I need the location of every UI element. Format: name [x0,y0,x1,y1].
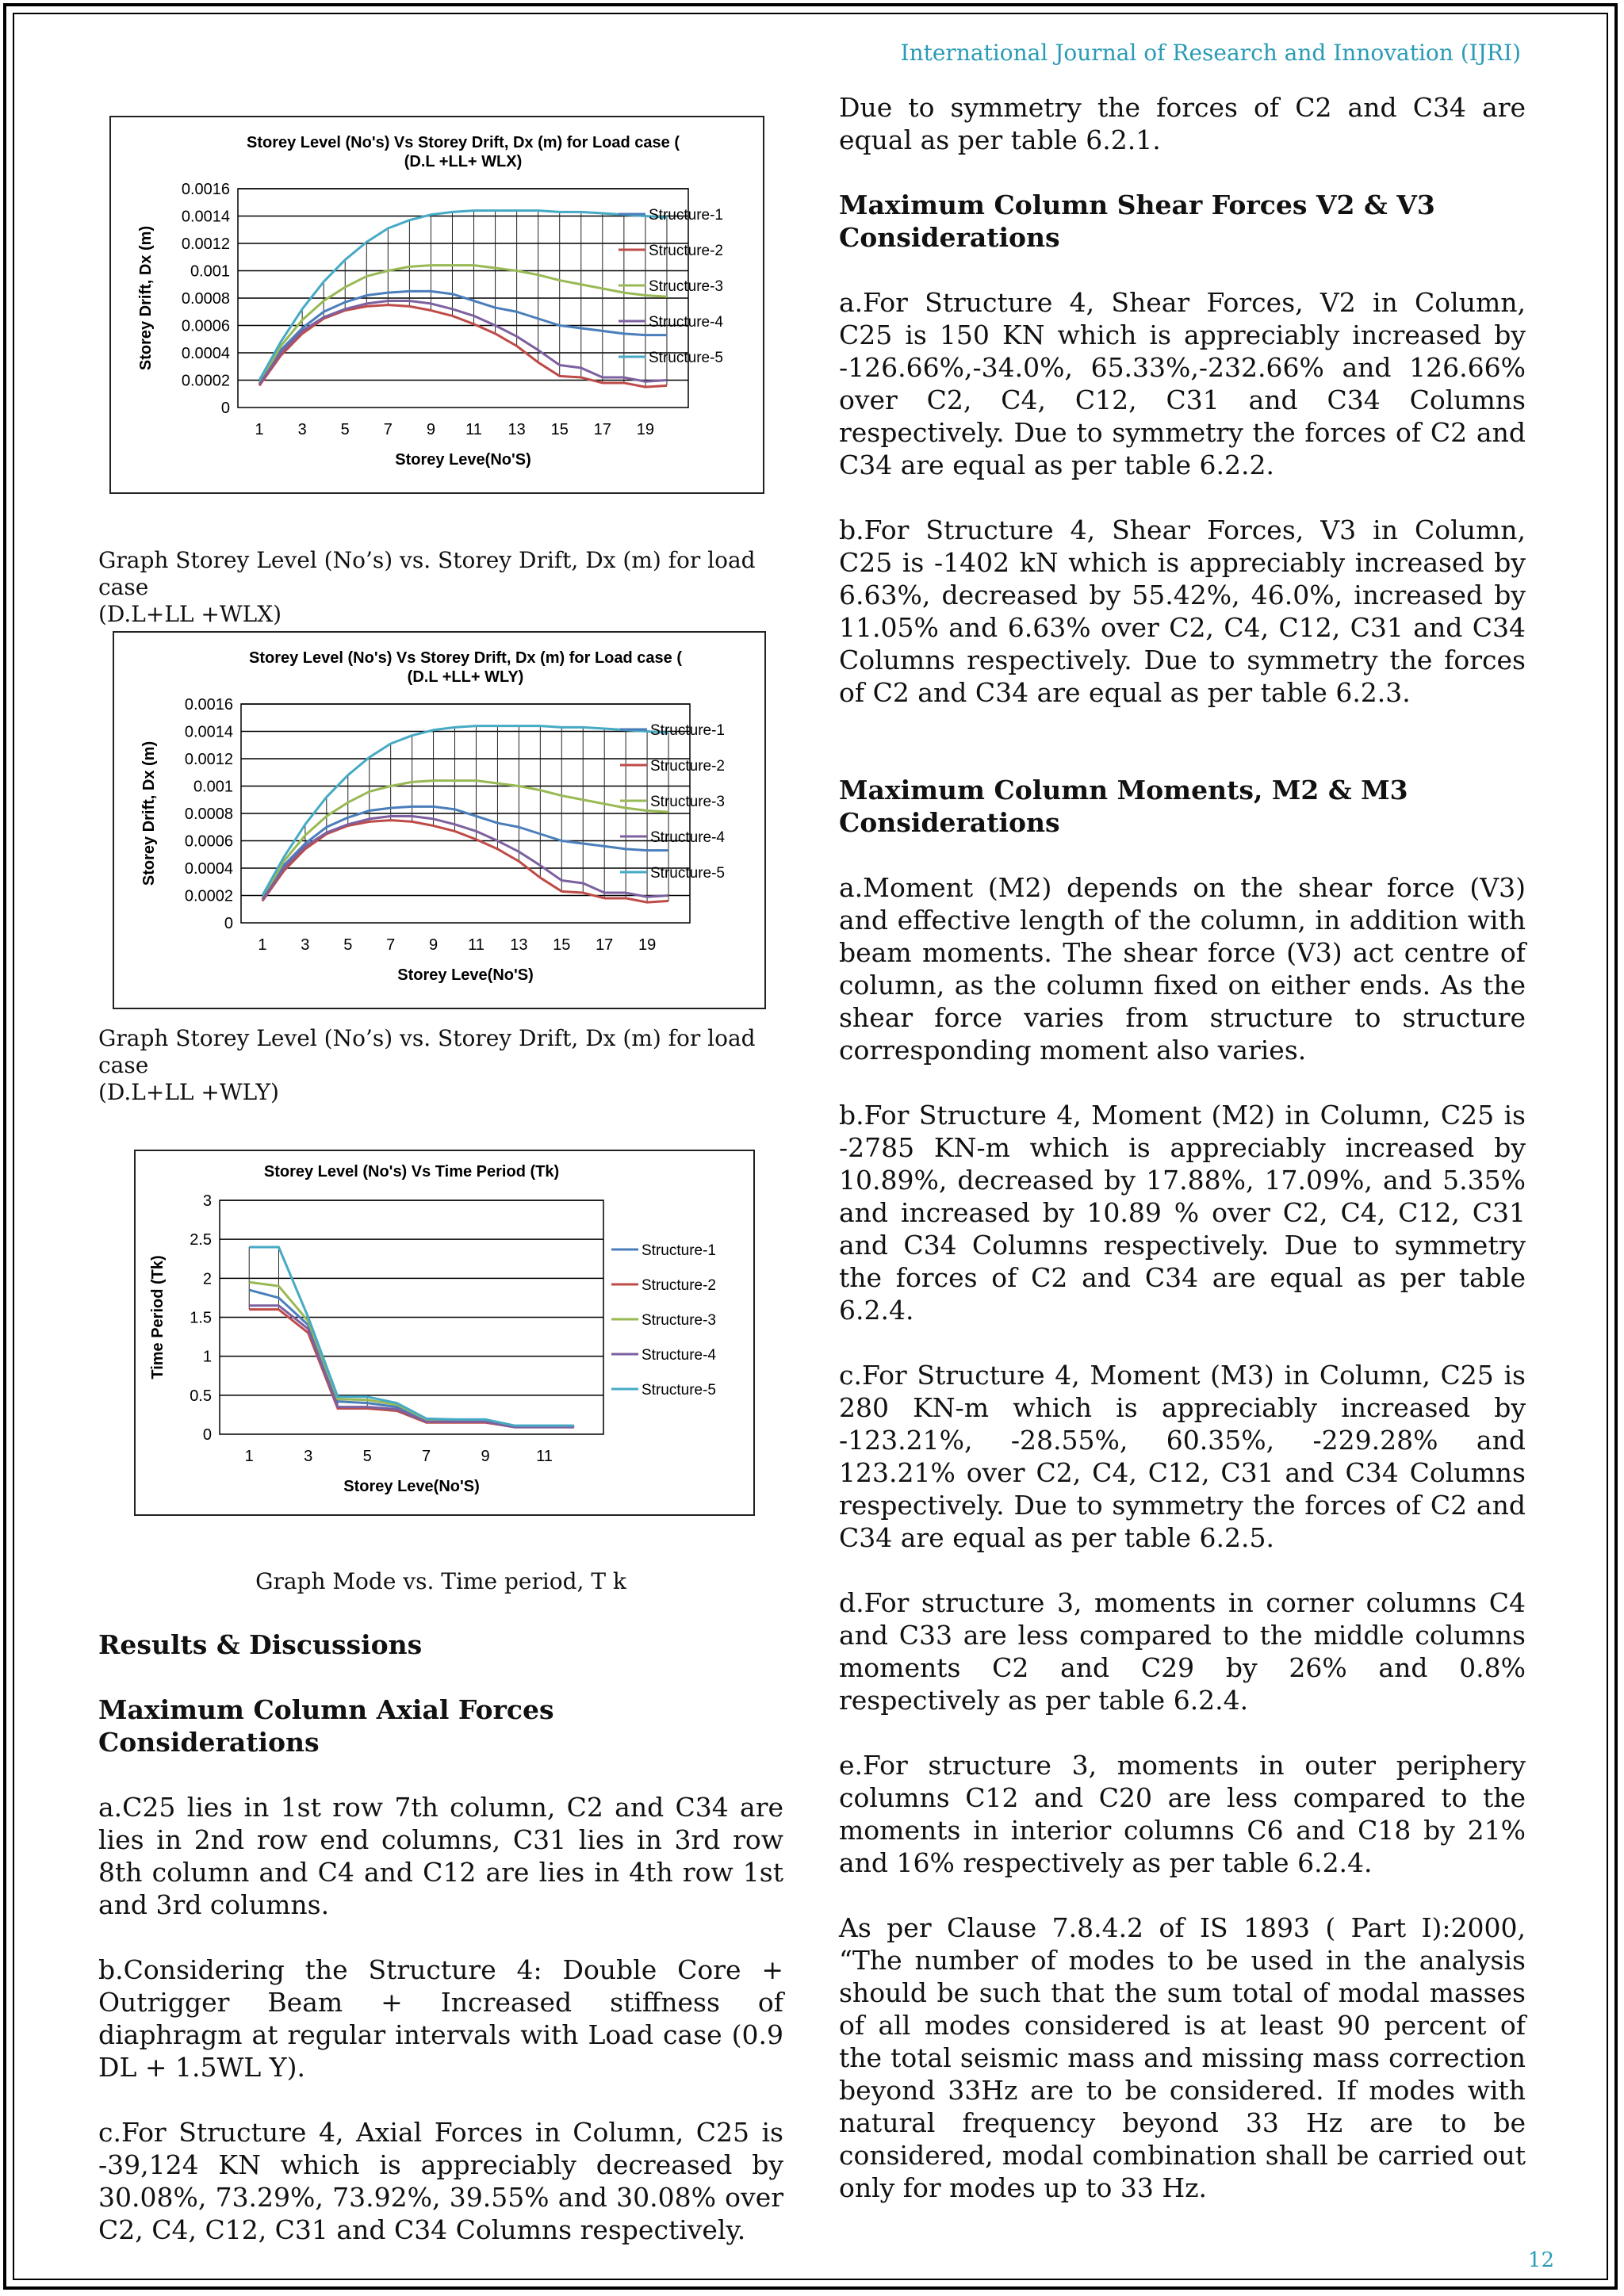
x-tick-label: 9 [426,421,435,438]
chart-drift-wlx-svg [111,117,766,496]
chart-title: Storey Level (No's) Vs Time Period (Tk) [263,1163,560,1181]
series-line-structure-3 [262,781,668,898]
y-tick-label: 0.0016 [184,696,233,714]
x-tick-label: 17 [593,421,611,438]
series-line-structure-5 [262,726,668,896]
chart-drift-wly-svg [114,633,768,1011]
x-tick-label: 15 [550,421,569,438]
y-axis-label: Storey Drift, Dx (m) [137,225,155,371]
x-tick-label: 1 [258,936,267,954]
y-tick-label: 3 [202,1192,212,1210]
y-tick-label: 0.0014 [184,723,233,741]
series-line-structure-2 [259,305,667,388]
legend-label: Structure-5 [649,350,723,366]
para-moment-b: b.For Structure 4, Moment (M2) in Column, C25 is -2785 KN-m which is appreciably increased by 10.89%, decreased by 17.88%, 17.09%, and 5.35% and increased by 10.89 % over C2, C4, C12, C31 and C34 Columns respectively. Due to symmetry the forces of C2 and C34 are equal as per table 6.2.4. [839,1100,1526,1326]
y-tick-label: 0.0012 [181,235,230,253]
caption-fig2-line1: Graph Storey Level (No’s) vs. Storey Drift, Dx (m) for load case [98,1025,756,1078]
x-tick-label: 7 [422,1448,431,1465]
y-tick-label: 0.0014 [181,208,230,226]
y-tick-label: 0.0004 [184,860,233,878]
y-tick-label: 0.0016 [181,181,230,198]
y-tick-label: 0.0008 [181,290,230,308]
y-tick-label: 1 [202,1348,212,1366]
y-axis-label: Time Period (Tk) [149,1255,167,1380]
legend-label: Structure-2 [649,243,723,259]
x-tick-label: 7 [383,421,393,438]
y-tick-label: 0.5 [190,1387,212,1405]
caption-fig1-line1: Graph Storey Level (No’s) vs. Storey Drift, Dx (m) for load case [98,547,756,600]
legend-label: Structure-3 [649,278,723,295]
caption-fig1 [98,547,796,628]
x-tick-label: 7 [386,936,396,954]
y-tick-label: 0.0004 [181,345,230,362]
y-tick-label: 0 [202,1426,212,1444]
y-tick-label: 0.0006 [181,317,230,335]
x-tick-label: 1 [244,1448,254,1465]
series-line-structure-2 [262,821,668,903]
legend-label: Structure-4 [649,314,723,331]
y-tick-label: 2 [202,1270,212,1288]
x-tick-label: 3 [304,1448,313,1465]
chart-time-period-svg [136,1151,756,1517]
para-moment-e: e.For structure 3, moments in outer periphery columns C12 and C20 are less compared to the moments in interior columns C6 and C18 by 21% and 16% respectively as per table 6.2.4. [839,1750,1526,1878]
x-tick-label: 9 [429,936,439,954]
x-tick-label: 5 [362,1448,372,1465]
legend-label: Structure-2 [650,758,725,775]
y-tick-label: 0.0008 [184,806,233,823]
y-tick-label: 1.5 [190,1309,212,1327]
x-axis-label: Storey Leve(No'S) [397,966,534,984]
legend-label: Structure-4 [642,1347,716,1364]
heading-axial-forces: Maximum Column Axial Forces Considerations [98,1694,554,1758]
x-tick-label: 13 [510,936,528,954]
caption-fig3: Graph Mode vs. Time period, T k [255,1568,626,1594]
chart-time-period [134,1150,755,1516]
heading-moments: Maximum Column Moments, M2 & M3 Considerations [839,775,1408,838]
series-line-structure-3 [259,266,667,383]
x-tick-label: 17 [596,936,614,954]
series-line-structure-5 [259,211,667,381]
legend-label: Structure-3 [642,1312,716,1329]
chart-title: Storey Level (No's) Vs Storey Drift, Dx (m) for Load case ( [249,649,682,667]
x-tick-label: 19 [636,421,655,438]
x-tick-label: 11 [468,936,485,954]
y-tick-label: 0.0012 [184,751,233,768]
y-tick-label: 2.5 [190,1231,212,1249]
chart-title-line2: (D.L +LL+ WLY) [407,668,524,686]
y-tick-label: 0.001 [193,778,233,796]
legend-label: Structure-1 [650,722,725,739]
left-column [98,1628,783,2279]
chart-title-line2: (D.L +LL+ WLX) [404,153,523,170]
para-symmetry-intro: Due to symmetry the forces of C2 and C34 are equal as per table 6.2.1. [839,92,1526,155]
x-tick-label: 19 [638,936,657,954]
x-tick-label: 13 [508,421,526,438]
x-axis-label: Storey Leve(No'S) [343,1478,480,1495]
y-tick-label: 0.0002 [184,887,233,905]
chart-drift-wlx [109,116,764,494]
heading-shear-forces: Maximum Column Shear Forces V2 & V3 Considerations [839,189,1435,253]
y-tick-label: 0 [224,915,233,932]
chart-drift-wly [113,631,766,1009]
x-tick-label: 3 [301,936,310,954]
legend-label: Structure-4 [650,829,725,846]
y-tick-label: 0.001 [190,262,230,281]
para-axial-c: c.For Structure 4, Axial Forces in Column, C25 is -39,124 KN which is appreciably decreased by 30.08%, 73.29%, 73.92%, 39.55% and 30.08% over C2, C4, C12, C31 and C34 Columns respectively. [98,2117,783,2245]
x-tick-label: 11 [536,1448,553,1465]
caption-fig2-line2: (D.L+LL +WLY) [98,1079,279,1105]
journal-header: International Journal of Research and Innovation (IJRI) [900,40,1521,66]
x-tick-label: 9 [481,1448,490,1465]
series-line-structure-3 [249,1282,574,1426]
legend-label: Structure-1 [642,1242,716,1259]
x-tick-label: 5 [340,421,350,438]
y-tick-label: 0.0006 [184,832,233,851]
legend-label: Structure-5 [642,1382,716,1399]
para-moment-d: d.For structure 3, moments in corner columns C4 and C33 are less compared to the middle columns moments C2 and C29 by 26% and 0.8% respectively as per table 6.2.4. [839,1587,1526,1716]
x-tick-label: 3 [297,421,307,438]
page-number: 12 [1527,2248,1554,2272]
legend-label: Structure-5 [650,865,725,882]
para-shear-b: b.For Structure 4, Shear Forces, V3 in Column, C25 is -1402 kN which is appreciably increased by 6.63%, decreased by 55.42%, 46.0%, increased by 11.05% and 6.63% over C2, C4, C12, C31 and C34 Columns respectively. Due to symmetry the forces of C2 and C34 are equal as per table 6.2.3. [839,515,1526,708]
para-moment-c: c.For Structure 4, Moment (M3) in Column, C25 is 280 KN-m which is appreciably increased by -123.21%, -28.55%, 60.35%, -229.28% and 123.21% over C2, C4, C12, C31 and C34 Columns respectively. Due to symmetry the forces of C2 and C34 are equal as per table 6.2.5. [839,1360,1526,1553]
x-axis-label: Storey Leve(No'S) [395,451,531,469]
caption-fig1-line2: (D.L+LL +WLX) [98,601,282,627]
para-shear-a: a.For Structure 4, Shear Forces, V2 in Column, C25 is 150 KN which is appreciably increased by -126.66%,-34.0%, 65.33%,-232.66% and 126.66% over C2, C4, C12, C31 and C34 Columns respectively. Due to symmetry the forces of C2 and C34 are equal as per table 6.2.2. [839,287,1526,480]
para-axial-b: b.Considering the Structure 4: Double Core + Outrigger Beam + Increased stiffness of diaphragm at regular intervals with Load case (0.9 DL + 1.5WL Y). [98,1954,783,2083]
chart-title: Storey Level (No's) Vs Storey Drift, Dx (m) for Load case ( [247,134,680,151]
x-tick-label: 11 [465,421,482,438]
y-tick-label: 0.0002 [181,372,230,390]
x-tick-label: 15 [553,936,571,954]
heading-results: Results & Discussions [98,1629,423,1660]
x-tick-label: 1 [255,421,264,438]
y-tick-label: 0 [220,400,230,417]
right-column [839,91,1526,2237]
legend-label: Structure-3 [650,794,725,810]
legend-label: Structure-2 [642,1277,716,1294]
x-tick-label: 5 [343,936,353,954]
y-axis-label: Storey Drift, Dx (m) [140,740,158,886]
caption-fig2 [98,1025,796,1106]
para-axial-a: a.C25 lies in 1st row 7th column, C2 and C34 are lies in 2nd row end columns, C31 lies in 3rd row 8th column and C4 and C12 are lies in 4th row 1st and 3rd columns. [98,1792,783,1920]
para-clause: As per Clause 7.8.4.2 of IS 1893 ( Part I):2000, “The number of modes to be used in the analysis should be such that the sum total of modal masses of all modes considered is at least 90 percent of the total seismic mass and missing mass correction beyond 33Hz are to be considered. If modes with natural frequency beyond 33 Hz are to be considered, modal combination shall be carried out only for modes up to 33 Hz. [839,1912,1526,2203]
legend-label: Structure-1 [649,207,723,224]
series-line-structure-5 [249,1247,574,1425]
para-moment-a: a.Moment (M2) depends on the shear force (V3) and effective length of the column, in addition with beam moments. The shear force (V3) act centre of column, as the column fixed on either ends. As the shear force varies from structure to structure corresponding moment also varies. [839,872,1526,1066]
